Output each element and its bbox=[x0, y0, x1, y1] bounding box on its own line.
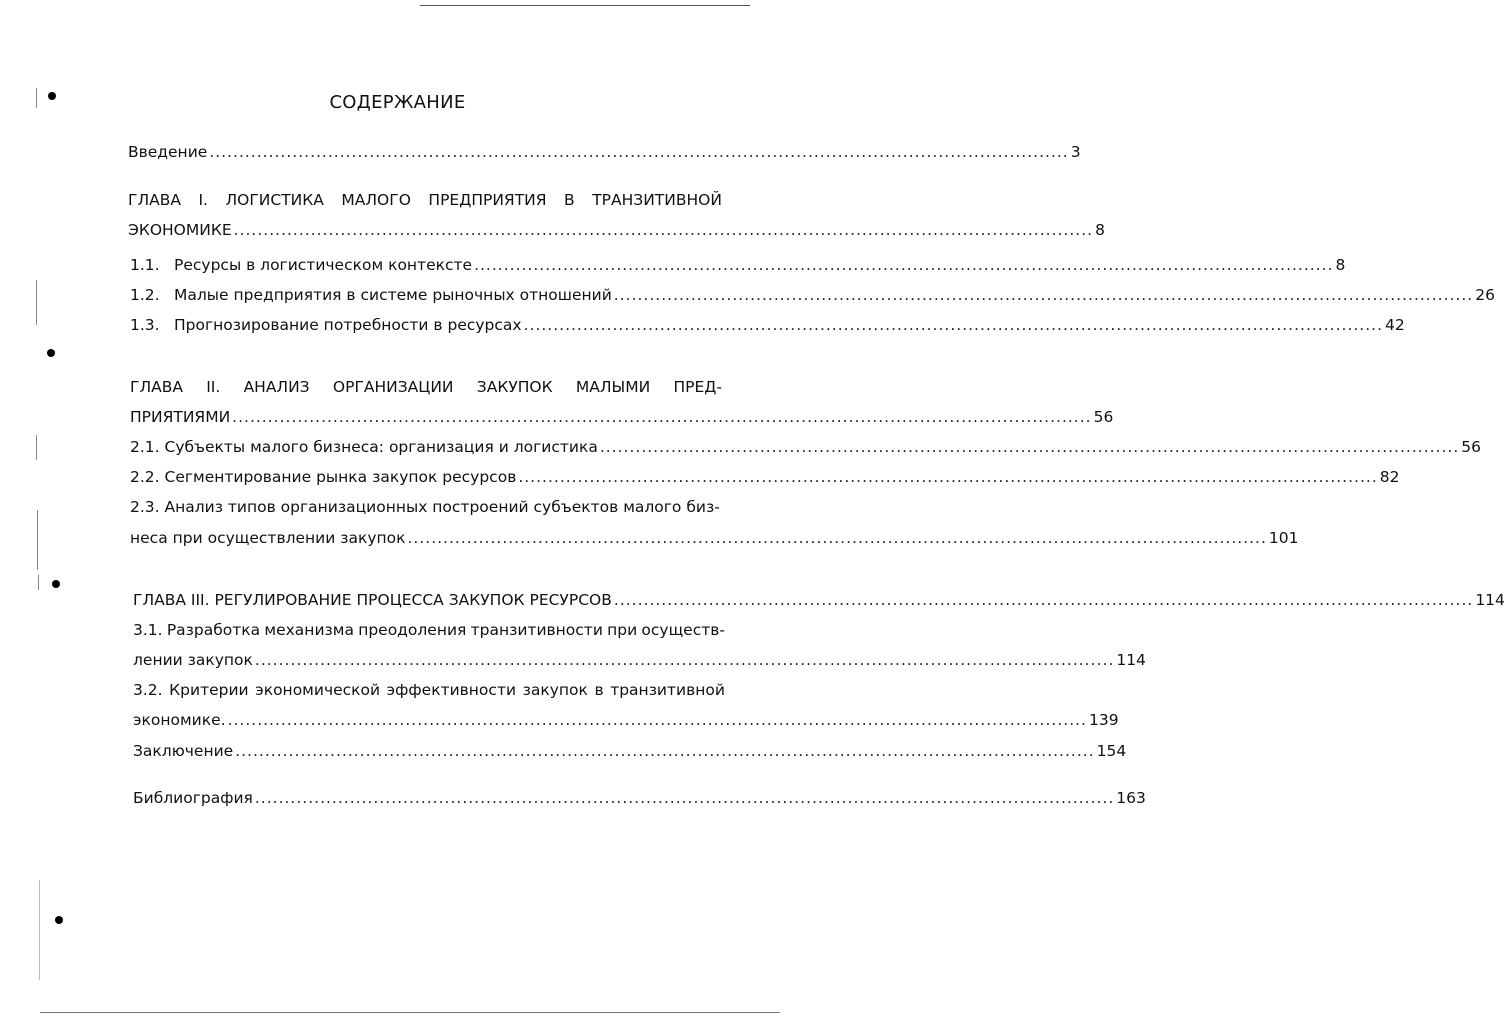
toc-entry-page: 114 bbox=[1116, 651, 1146, 669]
scan-margin-line bbox=[37, 510, 38, 570]
heading-word: ПРЕД- bbox=[673, 378, 722, 396]
heading-word: МАЛЫМИ bbox=[575, 378, 651, 396]
leader-dots: ................................................................................................................................................. bbox=[523, 316, 1384, 334]
heading-word: преодоления bbox=[358, 621, 467, 639]
toc-entry-1-1 bbox=[130, 255, 1346, 275]
leader-dots: ................................................................................................................................................. bbox=[235, 742, 1095, 760]
heading-word: в bbox=[594, 681, 604, 699]
toc-entry-2-1 bbox=[130, 437, 1481, 457]
heading-word: механизма bbox=[264, 621, 354, 639]
heading-word: осуществ- bbox=[641, 621, 725, 639]
toc-entry-3-1 bbox=[133, 650, 1146, 670]
scan-edge-top bbox=[420, 5, 750, 6]
heading-word: 3.2. bbox=[133, 681, 163, 699]
toc-entry-text: ЭКОНОМИКЕ bbox=[128, 221, 232, 239]
binding-hole-mark bbox=[52, 580, 60, 588]
toc-entry-page: 56 bbox=[1093, 408, 1114, 426]
toc-entry-page: 114 bbox=[1475, 591, 1505, 609]
toc-entry-1-2 bbox=[130, 285, 1495, 305]
heading-word: экономической bbox=[255, 681, 381, 699]
heading-word: ТРАНЗИТИВНОЙ bbox=[592, 191, 722, 209]
section-number: 1.3. bbox=[130, 316, 160, 334]
heading-word: ОРГАНИЗАЦИИ bbox=[332, 378, 454, 396]
leader-dots: ................................................................................................................................................. bbox=[599, 438, 1460, 456]
leader-dots: ................................................................................................................................................. bbox=[233, 221, 1094, 239]
heading-word: I. bbox=[198, 191, 208, 209]
leader-dots: ................................................................................................................................................. bbox=[613, 591, 1474, 609]
chapter-2-heading bbox=[130, 377, 722, 397]
heading-word: Критерии bbox=[169, 681, 249, 699]
leader-dots: ................................................................................................................................................. bbox=[254, 789, 1115, 807]
toc-entry-text: Заключение bbox=[133, 742, 234, 760]
toc-entry-page: 8 bbox=[1335, 256, 1346, 274]
leader-dots: ................................................................................................................................................. bbox=[518, 468, 1378, 486]
page-title: СОДЕРЖАНИЕ bbox=[329, 92, 466, 113]
leader-dots: ................................................................................................................................................. bbox=[474, 256, 1334, 274]
toc-entry-text: Малые предприятия в системе рыночных отношений bbox=[174, 286, 612, 304]
heading-word: эффективности bbox=[386, 681, 517, 699]
toc-entry-page: 101 bbox=[1268, 529, 1299, 547]
heading-word: ЗАКУПОК bbox=[476, 378, 553, 396]
toc-entry-text: Введение bbox=[128, 143, 208, 161]
leader-dots: ................................................................................................................................................. bbox=[232, 408, 1092, 426]
toc-entry-text: 2.1. Субъекты малого бизнеса: организация и логистика bbox=[130, 438, 598, 456]
toc-entry-3-1-line1 bbox=[133, 620, 725, 640]
chapter-1-heading bbox=[128, 190, 722, 210]
toc-entry-bibliography bbox=[133, 788, 1146, 808]
heading-word: МАЛОГО bbox=[341, 191, 411, 209]
heading-word: 3.1. bbox=[133, 621, 163, 639]
section-number: 1.2. bbox=[130, 286, 160, 304]
heading-word: закупок bbox=[522, 681, 588, 699]
scan-margin-line bbox=[39, 880, 40, 980]
toc-entry-2-2 bbox=[130, 467, 1400, 487]
toc-entry-page: 82 bbox=[1379, 468, 1400, 486]
toc-entry-2-3 bbox=[130, 528, 1299, 548]
toc-entry-text: ПРИЯТИЯМИ bbox=[130, 408, 231, 426]
scan-margin-line bbox=[36, 435, 37, 460]
heading-word: II. bbox=[206, 378, 221, 396]
scan-edge-bottom bbox=[40, 1012, 780, 1013]
toc-entry-3-2 bbox=[133, 710, 1119, 730]
leader-dots: ................................................................................................................................................. bbox=[254, 651, 1115, 669]
toc-entry-chapter-3 bbox=[133, 590, 1505, 610]
heading-word: транзитивности bbox=[470, 621, 603, 639]
toc-entry-chapter-1 bbox=[128, 220, 1105, 240]
binding-hole-mark bbox=[47, 349, 55, 357]
heading-word: Разработка bbox=[166, 621, 261, 639]
toc-entry-text: 2.3. Анализ типов организационных построений субъектов малого биз- bbox=[130, 498, 720, 516]
leader-dots: ................................................................................................................................................. bbox=[209, 143, 1069, 161]
toc-entry-text: экономике. bbox=[133, 711, 226, 729]
toc-entry-page: 3 bbox=[1070, 143, 1081, 161]
toc-entry-1-3 bbox=[130, 315, 1405, 335]
heading-word: транзитивной bbox=[610, 681, 725, 699]
toc-entry-conclusion bbox=[133, 741, 1127, 761]
toc-entry-chapter-2 bbox=[130, 407, 1114, 427]
heading-word: В bbox=[564, 191, 575, 209]
toc-entry-page: 154 bbox=[1096, 742, 1127, 760]
toc-entry-page: 26 bbox=[1475, 286, 1495, 304]
toc-entry-text: неса при осуществлении закупок bbox=[130, 529, 406, 547]
toc-entry-text: Прогнозирование потребности в ресурсах bbox=[174, 316, 522, 334]
heading-word: ПРЕДПРИЯТИЯ bbox=[428, 191, 547, 209]
toc-entry-2-3-line1 bbox=[130, 497, 722, 517]
scan-margin-line bbox=[36, 280, 37, 325]
heading-word: АНАЛИЗ bbox=[243, 378, 310, 396]
toc-entry-page: 163 bbox=[1116, 789, 1146, 807]
leader-dots: ................................................................................................................................................. bbox=[613, 286, 1474, 304]
toc-entry-page: 8 bbox=[1095, 221, 1105, 239]
toc-entry-page: 139 bbox=[1088, 711, 1119, 729]
leader-dots: ................................................................................................................................................. bbox=[227, 711, 1087, 729]
heading-word: при bbox=[607, 621, 638, 639]
toc-entry-text: лении закупок bbox=[133, 651, 253, 669]
toc-entry-text: ГЛАВА III. РЕГУЛИРОВАНИЕ ПРОЦЕССА ЗАКУПОК РЕСУРСОВ bbox=[133, 591, 612, 609]
heading-word: ЛОГИСТИКА bbox=[225, 191, 324, 209]
leader-dots: ................................................................................................................................................. bbox=[407, 529, 1267, 547]
toc-entry-page: 56 bbox=[1461, 438, 1481, 456]
toc-entry-text: Ресурсы в логистическом контексте bbox=[174, 256, 473, 274]
toc-entry-text: Библиография bbox=[133, 789, 253, 807]
toc-entry-text: 2.2. Сегментирование рынка закупок ресурсов bbox=[130, 468, 517, 486]
scan-margin-line bbox=[38, 575, 39, 590]
toc-entry-3-2-line1 bbox=[133, 680, 725, 700]
toc-entry-intro bbox=[128, 142, 1081, 162]
toc-entry-page: 42 bbox=[1385, 316, 1405, 334]
binding-hole-mark bbox=[55, 916, 63, 924]
heading-word: ГЛАВА bbox=[128, 191, 181, 209]
section-number: 1.1. bbox=[130, 256, 160, 274]
heading-word: ГЛАВА bbox=[130, 378, 183, 396]
